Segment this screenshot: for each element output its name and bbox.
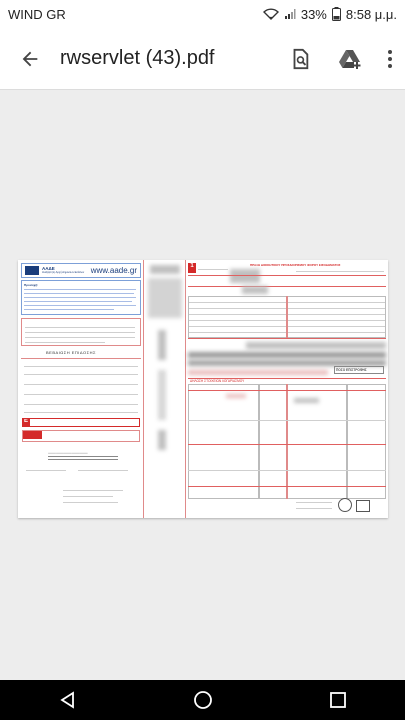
app-bar <box>0 28 405 90</box>
status-icons <box>263 7 397 22</box>
pdf-viewer[interactable] <box>0 90 405 680</box>
info-box <box>21 318 141 346</box>
find-in-document-icon <box>289 48 311 70</box>
battery-percent: 33% <box>300 6 327 22</box>
section-1-tag: 1 <box>188 263 196 273</box>
notice-title: Προσοχή: <box>24 283 39 287</box>
form-heading: ΠΡΑΞΗ ΔΙΟΙΚΗΤΙΚΟΥ ΠΡΟΣΔΙΟΡΙΣΜΟΥ ΦΟΡΟΥ ΕΙΣΟΔΗΜΑΤΟΣ <box>250 263 341 267</box>
pdf-panel-left: ΑΑΔΕ Ανεξάρτητη Αρχή Δημοσίων Εσόδων www.aade.gr Προσοχή: ΒΕΒΑΙΩΣΗ ΕΠΙΔΟΣΗΣ Ε ⸻⸻⸻⸻⸻ <box>18 260 144 518</box>
aade-url: www.aade.gr <box>90 266 137 275</box>
more-options-button[interactable] <box>375 28 405 90</box>
pdf-panel-right <box>186 260 388 518</box>
more-vert-icon <box>387 49 393 69</box>
add-to-drive-icon <box>338 48 362 70</box>
refund-label: ΠΟΣΟ ΕΠΙΣΤΡΟΦΗΣ <box>336 368 367 372</box>
wifi-icon <box>263 8 279 20</box>
nav-back-button[interactable] <box>48 680 88 720</box>
logo-subtitle: Ανεξάρτητη Αρχή Δημοσίων Εσόδων <box>42 270 85 274</box>
delivery-heading: ΒΕΒΑΙΩΣΗ ΕΠΙΔΟΣΗΣ <box>46 350 96 355</box>
qr-stamp <box>356 500 370 512</box>
nav-home-button[interactable] <box>183 680 223 720</box>
signal-icon <box>284 8 296 20</box>
nav-home-icon <box>193 690 213 710</box>
section-e-tag: Ε <box>22 418 30 427</box>
logo-title: ΑΑΔΕ <box>42 265 55 271</box>
document-title: rwservlet (43).pdf <box>60 47 215 69</box>
pdf-page[interactable] <box>18 260 388 518</box>
pdf-panel-middle <box>144 260 186 518</box>
seal-stamp <box>338 498 352 512</box>
aade-logo-box <box>21 263 141 278</box>
find-in-document-button[interactable] <box>275 28 325 90</box>
arrow-back-icon <box>19 48 41 70</box>
status-bar <box>0 0 405 28</box>
aade-logo-icon <box>25 266 39 275</box>
clock: 8:58 μ.μ. <box>345 6 397 22</box>
back-button[interactable] <box>0 28 60 90</box>
battery-icon <box>332 7 341 21</box>
nav-back-icon <box>59 691 77 709</box>
notice-box <box>21 280 141 315</box>
section-a-title: ΔΗΛΩΣΗ ΣΤΟΙΧΕΙΩΝ ΛΟΓΑΡΙΑΣΜΟΥ <box>190 379 245 383</box>
add-to-drive-button[interactable] <box>325 28 375 90</box>
carrier-name: WIND GR <box>8 6 66 22</box>
nav-recents-icon <box>329 691 347 709</box>
nav-recents-button[interactable] <box>318 680 358 720</box>
system-nav-bar <box>0 680 405 720</box>
